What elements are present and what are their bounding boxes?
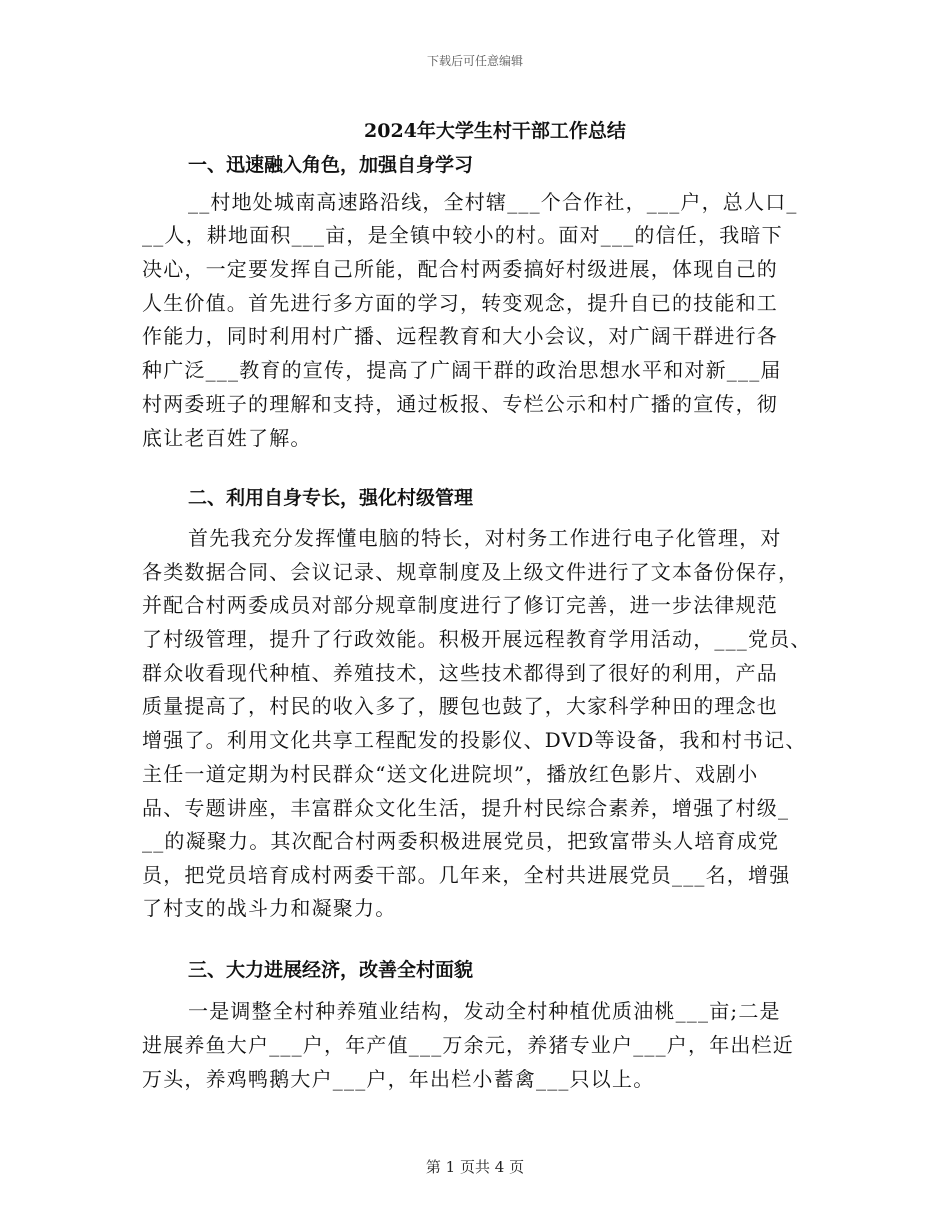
paragraph-line: 万头，养鸡鸭鹅大户___户，年出栏小蓄禽___只以上。 — [142, 1067, 655, 1091]
paragraph-line: 质量提高了，村民的收入多了，腰包也鼓了，大家科学种田的理念也 — [142, 694, 778, 718]
section-heading-2: 二、利用自身专长，强化村级管理 — [188, 487, 474, 509]
paragraph-line: __人，耕地面积___亩，是全镇中较小的村。面对___的信任，我暗下 — [142, 223, 783, 247]
paragraph-line: __村地处城南高速路沿线，全村辖___个合作社，___户，总人口_ — [188, 190, 798, 214]
paragraph-line: 了村支的战斗力和凝聚力。 — [142, 896, 397, 920]
paragraph-line: 首先我充分发挥懂电脑的特长，对村务工作进行电子化管理，对 — [188, 526, 782, 550]
header-note: 下载后可任意编辑 — [426, 54, 523, 68]
paragraph-line: 员，把党员培育成村两委干部。几年来，全村共进展党员___名，增强 — [142, 863, 791, 887]
paragraph-line: 作能力，同时利用村广播、远程教育和大小会议，对广阔干群进行各 — [142, 324, 778, 348]
paragraph-line: 了村级管理，提升了行政效能。积极开展远程教育学用活动，___党员、 — [142, 627, 812, 651]
section-heading-3: 三、大力进展经济，改善全村面貌 — [188, 959, 474, 981]
paragraph-line: 决心，一定要发挥自己所能，配合村两委搞好村级进展，体现自己的 — [142, 257, 778, 281]
paragraph-line: 群众收看现代种植、养殖技术，这些技术都得到了很好的利用，产品 — [142, 661, 778, 685]
paragraph-line: 并配合村两委成员对部分规章制度进行了修订完善，进一步法律规范 — [142, 593, 778, 617]
paragraph-line: 村两委班子的理解和支持，通过板报、专栏公示和村广播的宣传，彻 — [142, 392, 778, 416]
paragraph-line: 种广泛___教育的宣传，提高了广阔干群的政治思想水平和对新___届 — [142, 358, 782, 382]
paragraph-line: __的凝聚力。其次配合村两委积极进展党员，把致富带头人培育成党 — [142, 829, 780, 853]
paragraph-line: 一是调整全村种养殖业结构，发动全村种植优质油桃___亩;二是 — [188, 999, 781, 1023]
paragraph-line: 品、专题讲座，丰富群众文化生活，提升村民综合素养，增强了村级_ — [142, 796, 790, 820]
paragraph-line: 进展养鱼大户___户，年产值___万余元，养猪专业户___户，年出栏近 — [142, 1033, 794, 1057]
page-footer: 第 1 页共 4 页 — [425, 1158, 525, 1176]
section-heading-1: 一、迅速融入角色，加强自身学习 — [188, 154, 474, 176]
paragraph-line: 各类数据合同、会议记录、规章制度及上级文件进行了文本备份保存， — [142, 560, 800, 584]
document-title: 2024年大学生村干部工作总结 — [364, 120, 626, 142]
paragraph-line: 增强了。利用文化共享工程配发的投影仪、DVD等设备，我和村书记、 — [142, 728, 807, 752]
paragraph-line: 人生价值。首先进行多方面的学习，转变观念，提升自已的技能和工 — [142, 291, 778, 315]
paragraph-line: 主任一道定期为村民群众“送文化进院坝”，播放红色影片、戏剧小 — [142, 762, 759, 786]
paragraph-line: 底让老百姓了解。 — [142, 426, 312, 450]
